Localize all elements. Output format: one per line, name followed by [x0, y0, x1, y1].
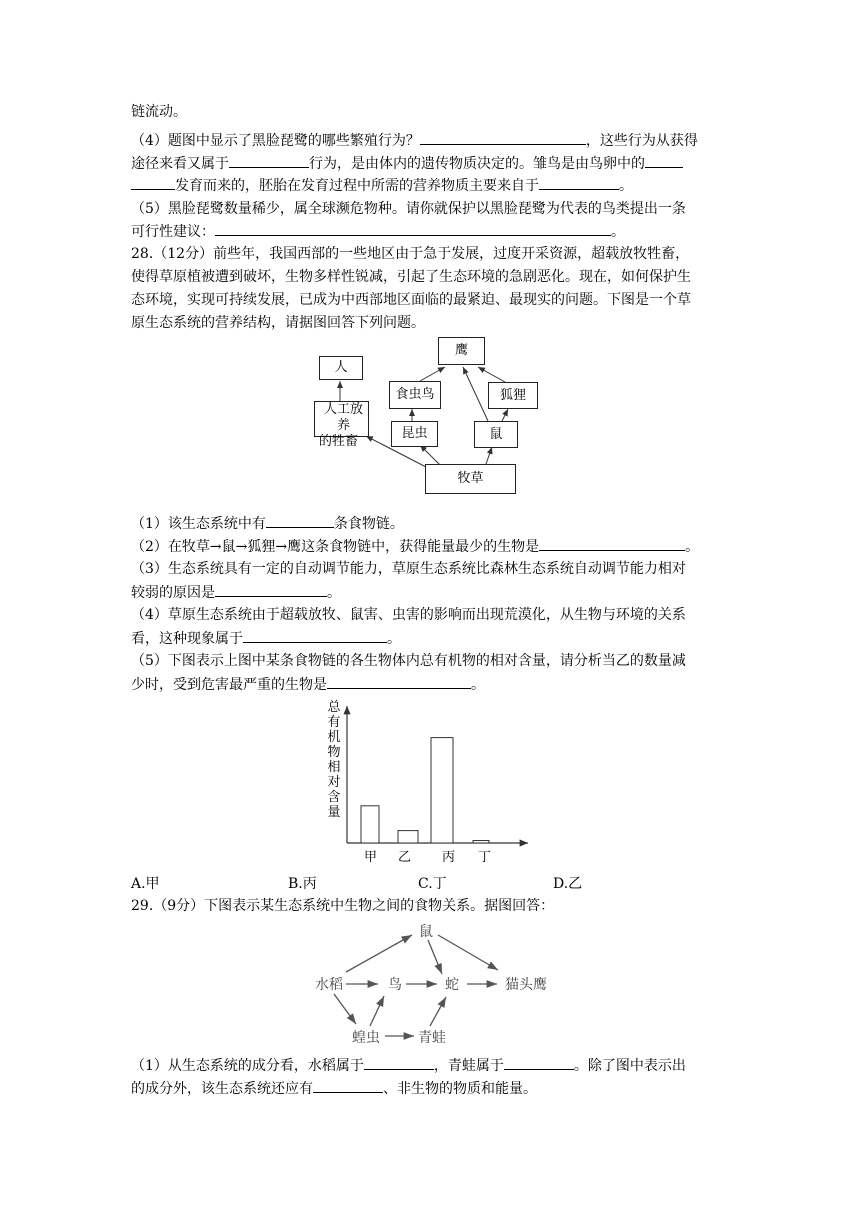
- web-node-rice: 水稻: [315, 977, 343, 993]
- web-node-bird: 鸟: [388, 977, 402, 993]
- node-livestock: 人工放养 的牲畜: [314, 401, 369, 437]
- text-line: 态环境，实现可持续发展，已成为中西部地区面临的最紧迫、最现实的问题。下图是一个草: [131, 292, 691, 308]
- choice-a[interactable]: A.甲: [131, 876, 160, 892]
- node-human: 人: [319, 356, 363, 380]
- question-28-4: （4）草原生态系统由于超载放牧、鼠害、虫害的影响而出现荒漠化，从生物与环境的关系: [131, 607, 686, 623]
- web-node-mouse: 鼠: [419, 924, 433, 940]
- x-tick-label: 甲: [364, 850, 378, 865]
- answer-blank[interactable]: [504, 1055, 574, 1070]
- question-27-5: （5）黑脸琵鹭数量稀少，属全球濒危物种。请你就保护以黑脸琵鹭为代表的鸟类提出一条: [131, 201, 686, 217]
- text-line: 可行性建议： 。: [131, 221, 731, 241]
- question-27-4: （4）题图中显示了黑脸琵鹭的哪些繁殖行为？ ，这些行为从获得: [131, 130, 731, 150]
- chart-ylabel: 总有机物相对含量: [327, 700, 341, 820]
- web-node-locust: 蝗虫: [352, 1030, 380, 1046]
- text-line: 途径来看又属于 行为，是由体内的遗传物质决定的。雏鸟是由鸟卵中的: [131, 153, 731, 173]
- text-line: 较弱的原因是 。: [131, 582, 731, 602]
- node-insectivorous-bird: 食虫鸟: [389, 381, 441, 409]
- question-28-1: （1）该生态系统中有 条食物链。: [131, 513, 731, 533]
- choice-d[interactable]: D.乙: [553, 876, 583, 892]
- text-line: 使得草原植被遭到破坏，生物多样性锐减，引起了生态环境的急剧恶化。现在，如何保护生: [131, 269, 691, 285]
- question-28-2: （2）在牧草→鼠→狐狸→鹰这条食物链中，获得能量最少的生物是 。: [131, 536, 731, 556]
- x-tick-label: 丁: [478, 850, 492, 865]
- question-28-5: （5）下图表示上图中某条食物链的各生物体内总有机物的相对含量，请分析当乙的数量减: [131, 653, 686, 669]
- text-line: 少时，受到危害最严重的生物是 。: [131, 674, 731, 694]
- web-node-owl: 猫头鹰: [505, 977, 547, 993]
- node-insect: 昆虫: [391, 421, 438, 447]
- question-29-stem: 29.（9分）下图表示某生态系统中生物之间的食物关系。据图回答：: [131, 898, 555, 914]
- question-28-3: （3）生态系统具有一定的自动调节能力，草原生态系统比森林生态系统自动调节能力相对: [131, 561, 686, 577]
- answer-blank[interactable]: [313, 1078, 383, 1093]
- text-line: 原生态系统的营养结构，请据图回答下列问题。: [131, 315, 425, 331]
- question-28-stem: 28.（12分）前些年，我国西部的一些地区由于急于发展，过度开采资源，超载放牧牲畜，: [131, 246, 690, 262]
- node-fox: 狐狸: [488, 382, 538, 409]
- node-eagle: 鹰: [438, 337, 485, 365]
- answer-blank[interactable]: [364, 1055, 434, 1070]
- text-line: 链流动。: [131, 104, 187, 120]
- web-node-snake: 蛇: [445, 977, 459, 993]
- web-node-frog: 青蛙: [418, 1030, 446, 1046]
- x-tick-label: 乙: [398, 850, 412, 865]
- node-grass: 牧草: [425, 464, 516, 494]
- choice-c[interactable]: C.丁: [418, 876, 447, 892]
- question-29-1: （1）从生态系统的成分看，水稻属于 ，青蛙属于 。除了图中表示出: [131, 1055, 731, 1075]
- text-line: 看，这种现象属于 。: [131, 628, 731, 648]
- text-line: 发育而来的，胚胎在发育过程中所需的营养物质主要来自于 。: [131, 175, 731, 195]
- choice-b[interactable]: B.丙: [288, 876, 317, 892]
- node-mouse: 鼠: [474, 421, 518, 448]
- x-tick-label: 丙: [442, 850, 456, 865]
- text-line: 的成分外，该生态系统还应有 、非生物的物质和能量。: [131, 1078, 731, 1098]
